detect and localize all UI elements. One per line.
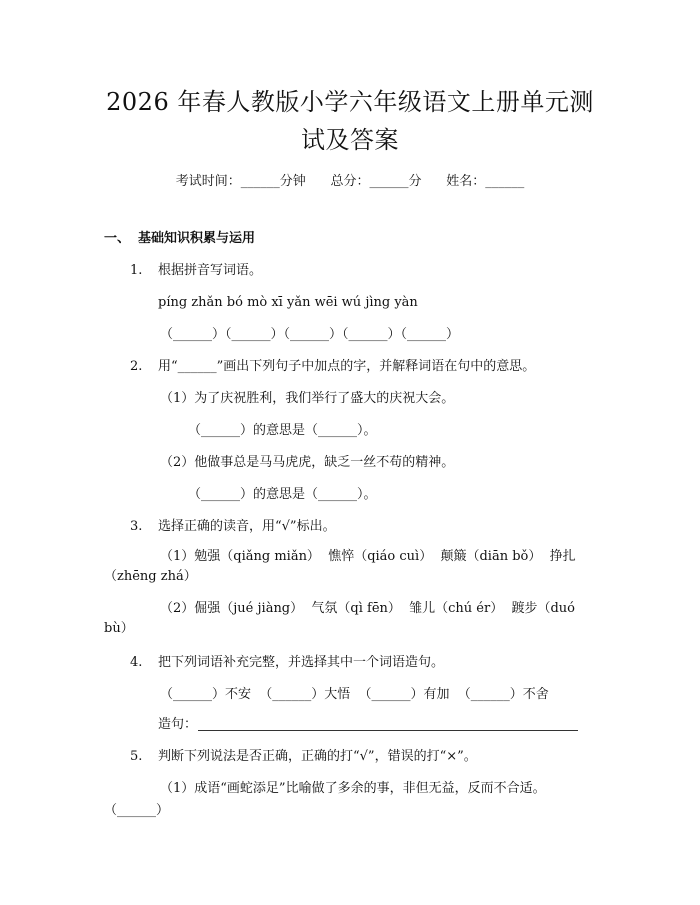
sub-question: （1）成语“画蛇添足”比喻做了多余的事，非但无益，反而不合适。 xyxy=(160,781,546,796)
question-number: 4. xyxy=(130,655,143,670)
question-prompt: 用“______”画出下列句子中加点的字，并解释词语在句中的意思。 xyxy=(158,359,536,374)
word-blanks: （______）不安 （______）大悟 （______）有加 （______）不舍 xyxy=(160,687,549,702)
answer-blank: （______） xyxy=(104,803,170,818)
question-prompt: 判断下列说法是否正确，正确的打“√”，错误的打“×”。 xyxy=(158,749,477,764)
sentence-label: 造句： xyxy=(158,717,198,732)
option-line: （2）倔强（jué jiàng） 气氛（qì fēn） 雏儿（chú ér） 踱步（duó xyxy=(160,601,576,616)
option-line-continued: bù） xyxy=(104,621,134,636)
question-number: 2. xyxy=(130,359,143,374)
section-number: 一、 xyxy=(104,231,131,246)
sub-question: （2）他做事总是马马虎虎，缺乏一丝不苟的精神。 xyxy=(160,455,455,470)
answer-blanks: （______）（______）（______）（______）（______） xyxy=(160,327,460,342)
pinyin-line: píng zhǎn bó mò xī yǎn wēi wú jìng yàn xyxy=(158,295,418,310)
question-number: 5. xyxy=(130,749,143,764)
question-number: 1. xyxy=(130,263,143,278)
question-prompt: 把下列词语补充完整，并选择其中一个词语造句。 xyxy=(158,655,445,670)
document-title-line-2: 试及答案 xyxy=(301,126,399,154)
option-line-continued: （zhēng zhá） xyxy=(104,569,197,584)
sentence-underline xyxy=(198,730,578,731)
question-number: 3. xyxy=(130,519,143,534)
answer-line: （______）的意思是（______）。 xyxy=(188,423,377,438)
exam-info: 考试时间：______分钟 总分：______分 姓名：______ xyxy=(175,174,525,189)
answer-line: （______）的意思是（______）。 xyxy=(188,487,377,502)
option-line: （1）勉强（qiǎng miǎn） 憔悴（qiáo cuì） 颠簸（diān bǒ） 挣扎 xyxy=(160,549,576,564)
section-title: 基础知识积累与运用 xyxy=(138,231,256,246)
sub-question: （1）为了庆祝胜利，我们举行了盛大的庆祝大会。 xyxy=(160,391,455,406)
question-prompt: 根据拼音写词语。 xyxy=(158,263,263,278)
document-title-line-1: 2026 年春人教版小学六年级语文上册单元测 xyxy=(106,88,594,116)
question-prompt: 选择正确的读音，用“√”标出。 xyxy=(158,519,336,534)
